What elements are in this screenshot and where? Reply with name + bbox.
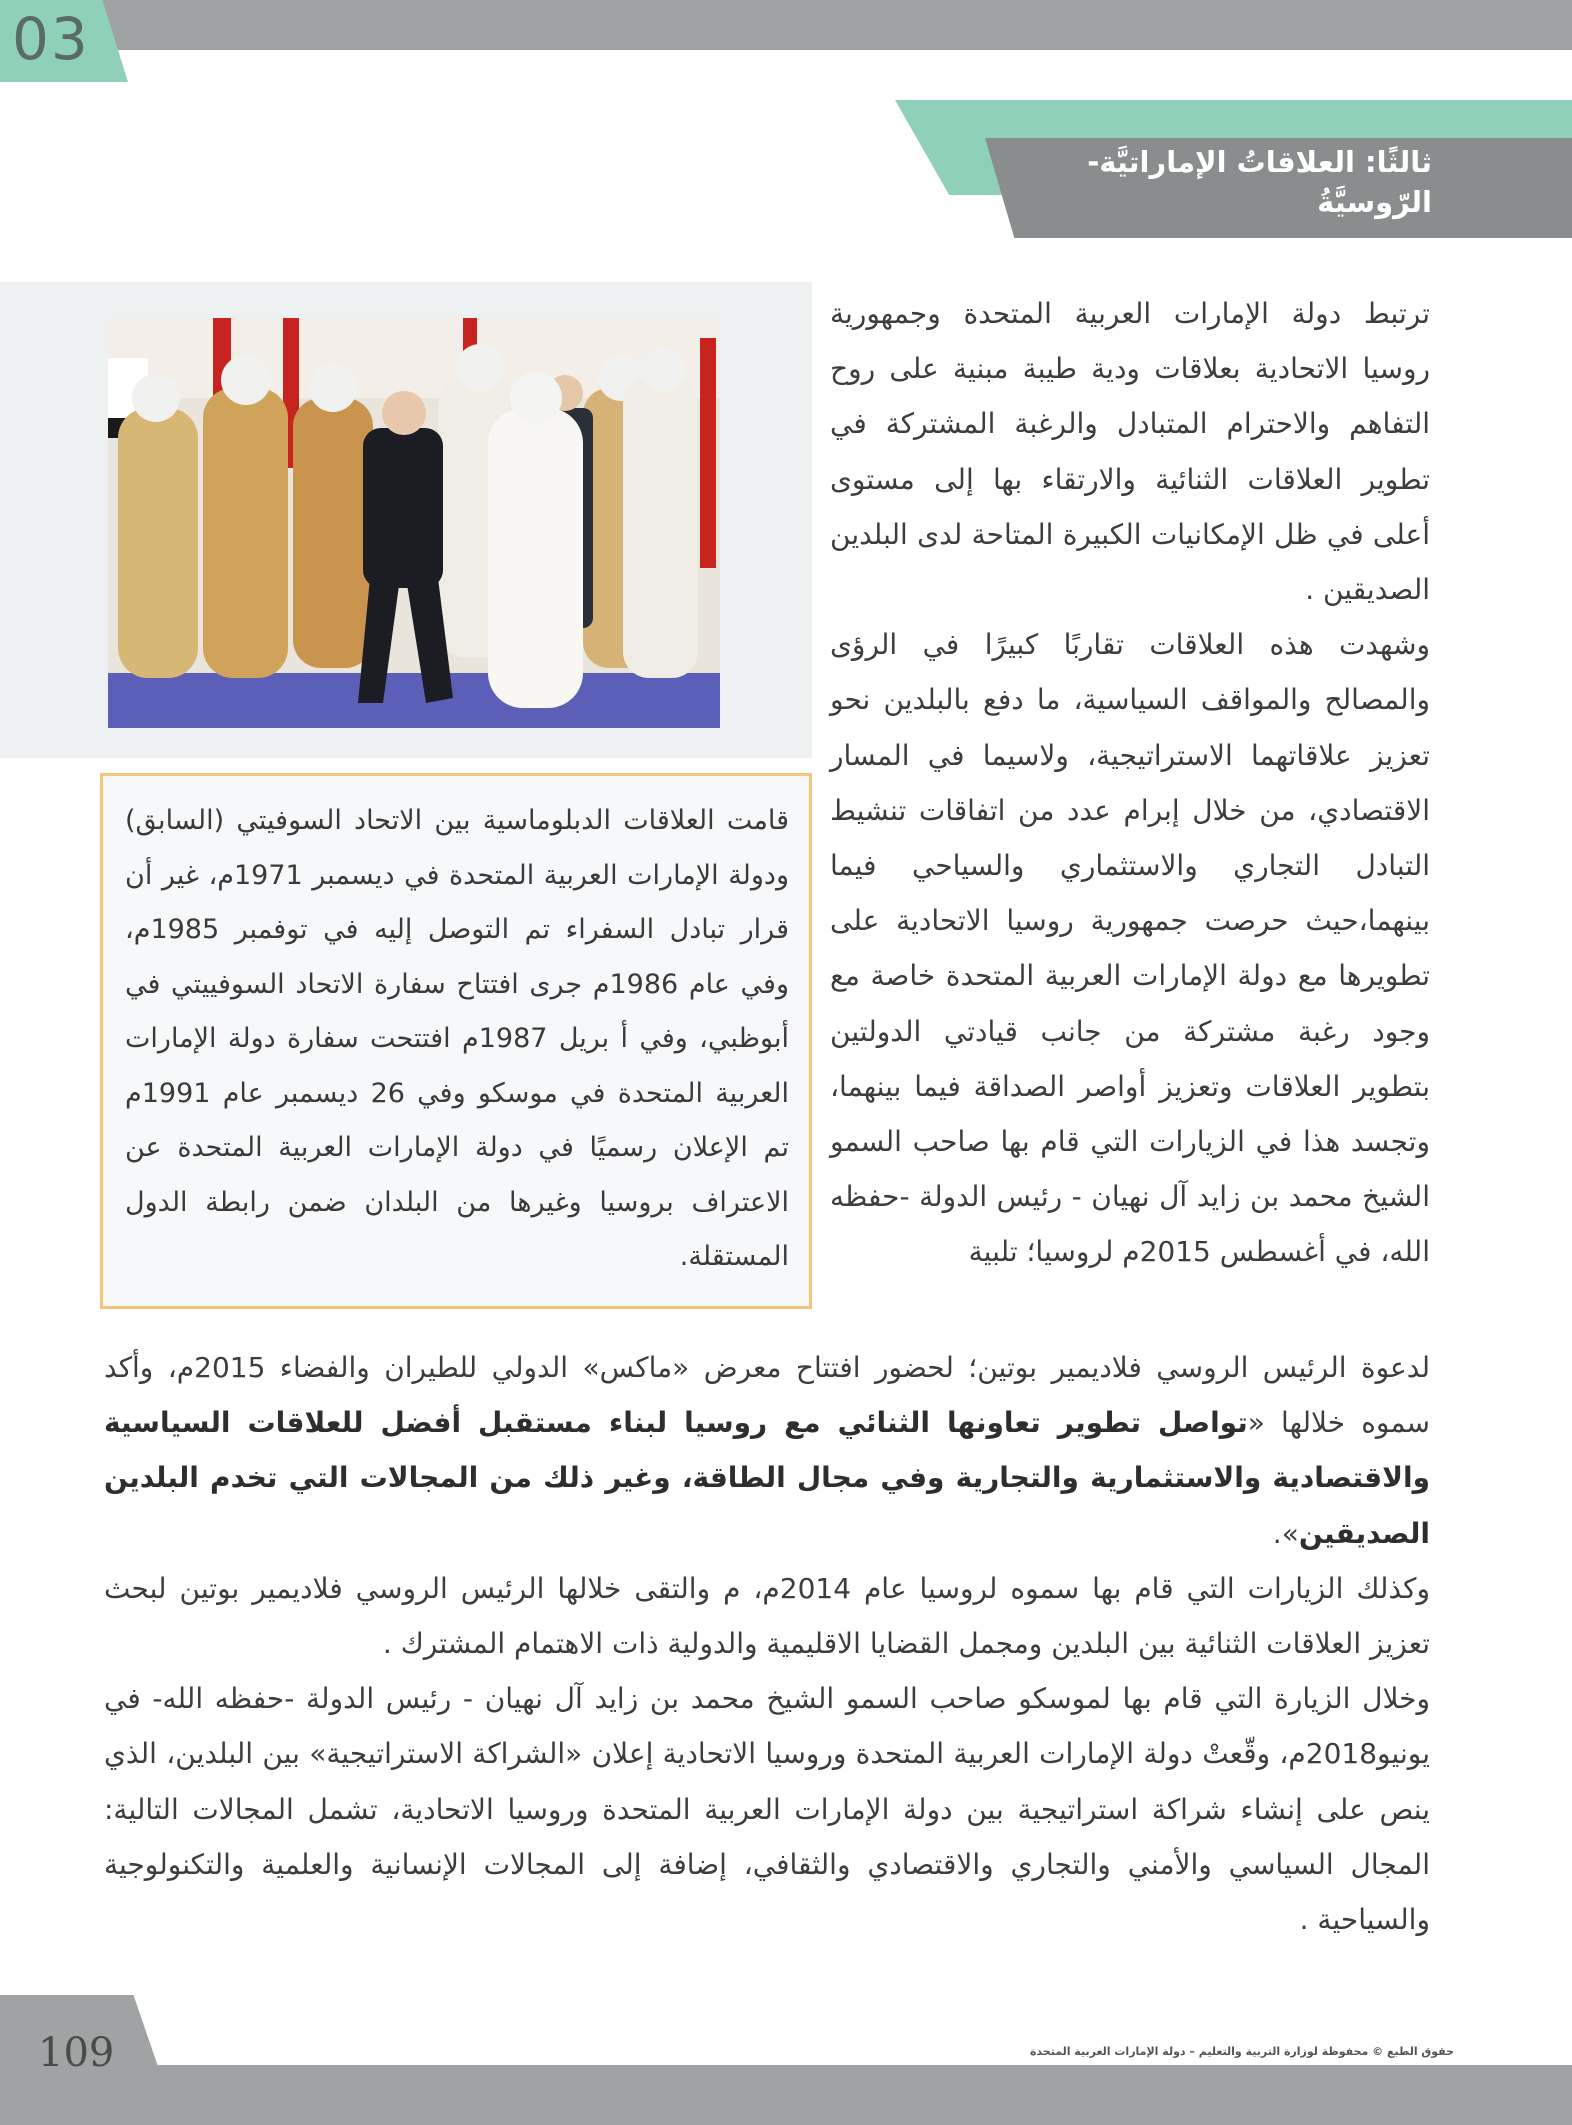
chapter-number: 03 [12,5,90,73]
delegation-photo [108,318,720,728]
copyright-notice: حقوق الطبع © محفوظة لوزارة التربية والتعليم – دولة الإمارات العربية المتحدة [1029,2045,1454,2058]
quote-bold: تواصل تطوير تعاونها الثنائي مع روسيا لبناء مستقبل أفضل للعلاقات السياسية والاقتصادية والاستثمارية والتجارية وفي مجال الطاقة، وغير ذلك من المجالات التي تخدم البلدين الصديقين [104,1406,1430,1550]
paragraph-4: وكذلك الزيارات التي قام بها سموه لروسيا عام 2014م، م والتقى خلالها الرئيس الروسي فلاديمير بوتين لبحث تعزيز العلاقات الثنائية بين البلدين ومجمل القضايا الاقليمية والدولية ذات الاهتمام المشترك . [104,1571,1430,1661]
intro-column [830,286,1430,1280]
section-title: ثالثًا: العلاقاتُ الإماراتيَّة- الرّوسيَّةُ [1087,145,1432,219]
paragraph-5: وخلال الزيارة التي قام بها لموسكو صاحب السمو الشيخ محمد بن زايد آل نهيان - رئيس الدولة -حفظه الله- في يونيو2018م، وقّعتْ دولة الإمارات العربية المتحدة وروسيا الاتحادية إعلان «الشراكة الاستراتيجية» بين البلدين، الذي ينص على إنشاء شراكة استراتيجية بين دولة الإمارات العربية المتحدة وروسيا الاتحادية، تشمل المجالات التالية: المجال السياسي والأمني والتجاري والاقتصادي والثقافي، إضافة إلى المجالات الإنسانية والعلمية والتكنولوجية والسياحية . [104,1682,1430,1937]
paragraph-2: وشهدت هذه العلاقات تقاربًا كبيرًا في الرؤى والمصالح والمواقف السياسية، ما دفع بالبلدين نحو تعزيز علاقاتهما الاستراتيجية، ولاسيما في المسار الاقتصادي، من خلال إبرام عدد من اتفاقات تنشيط التبادل التجاري والاستثماري والسياحي فيما بينهما،حيث حرصت جمهورية روسيا الاتحادية على تطويرها مع دولة الإمارات العربية المتحدة خاصة مع وجود رغبة مشتركة من جانب قيادتي الدولتين بتطوير العلاقات وتعزيز أواصر الصداقة فيما بينهما، وتجسد هذا في الزيارات التي قام بها صاحب السمو الشيخ محمد بن زايد آل نهيان - رئيس الدولة -حفظه الله، في أغسطس 2015م لروسيا؛ تلبية [830,628,1430,1269]
quote-close: ». [1272,1516,1299,1550]
history-infobox [100,773,812,1309]
footer-bar [0,2065,1572,2125]
paragraph-3 [104,1340,1430,1561]
paragraph-3-text: لدعوة الرئيس الروسي فلاديمير بوتين؛ لحضور افتتاح معرض «ماكس» الدولي للطيران والفضاء 2015م، وأكد سموه خلالها « [104,1351,1430,1440]
paragraph-1: ترتبط دولة الإمارات العربية المتحدة وجمهورية روسيا الاتحادية بعلاقات ودية طيبة مبنية على روح التفاهم والاحترام المتبادل والرغبة المشتركة في تطوير العلاقات الثنائية والارتقاء بها إلى مستوى أعلى في ظل الإمكانيات الكبيرة المتاحة لدى البلدين الصديقين . [830,297,1430,607]
top-bar [0,0,1572,50]
infobox-text: قامت العلاقات الدبلوماسية بين الاتحاد السوفيتي (السابق) ودولة الإمارات العربية المتحدة في ديسمبر 1971م، غير أن قرار تبادل السفراء تم التوصل إليه في توفمبر 1985م، وفي عام 1986م جرى افتتاح سفارة الاتحاد السوفييتي في أبوظبي، وفي أ بريل 1987م افتتحت سفارة دولة الإمارات العربية المتحدة في موسكو وفي 26 ديسمبر عام 1991م تم الإعلان رسميًا في دولة الإمارات العربية المتحدة عن الاعتراف بروسيا وغيرها من البلدان ضمن رابطة الدول المستقلة. [125,805,789,1272]
page-number: 109 [38,2030,115,2076]
main-column [104,1340,1430,1947]
